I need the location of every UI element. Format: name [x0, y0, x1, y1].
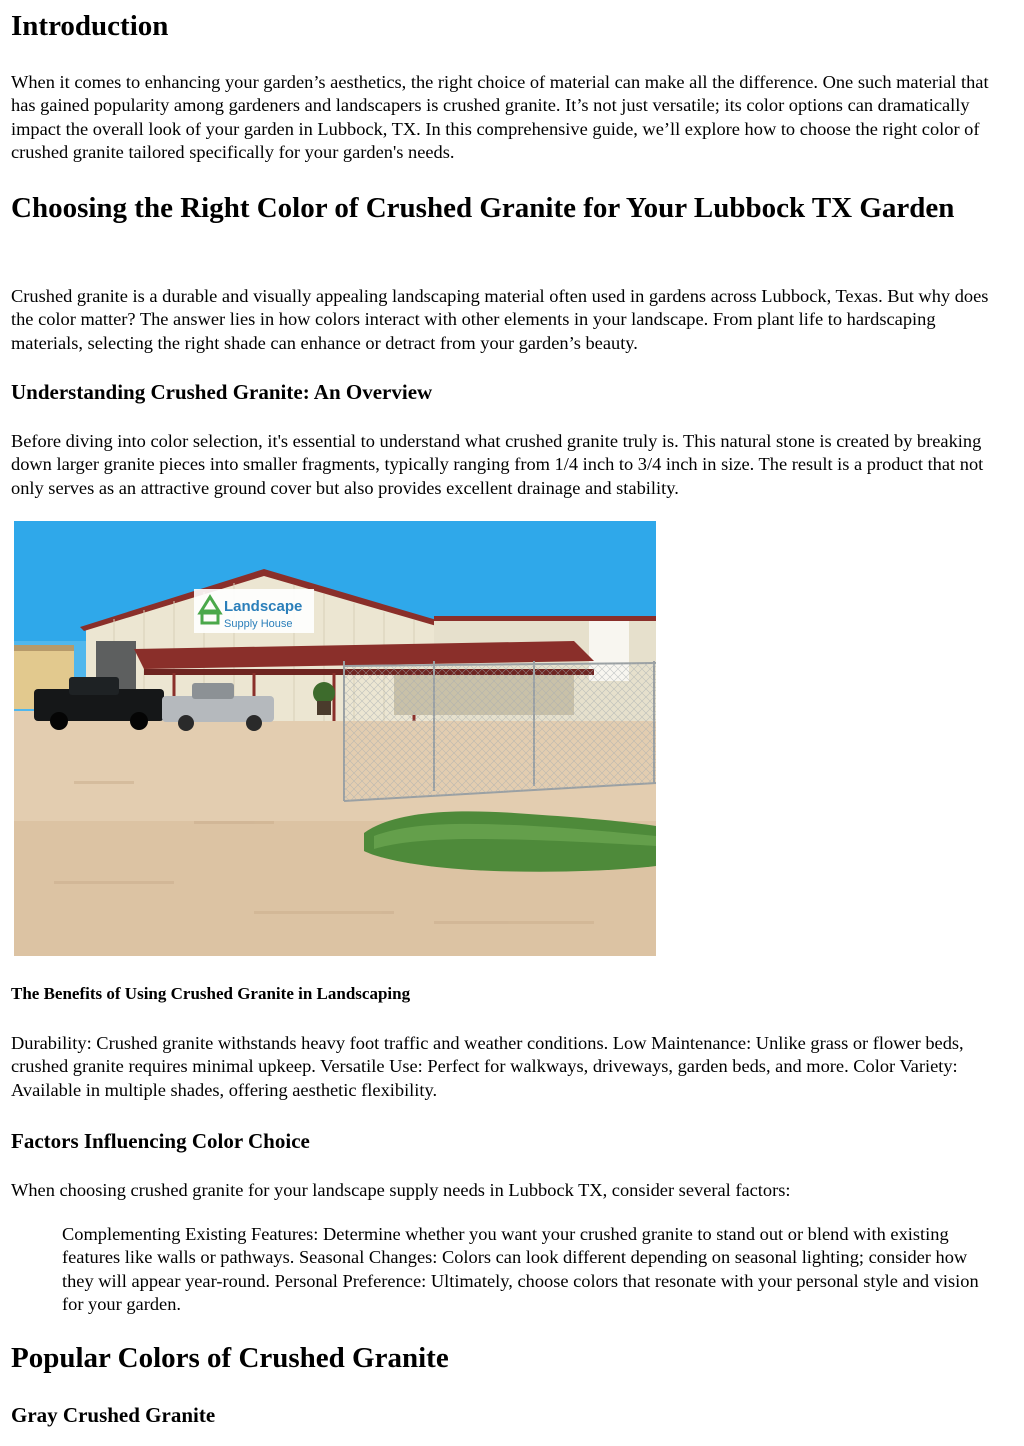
intro-heading: Introduction — [11, 10, 169, 42]
benefits-paragraph: Durability: Crushed granite withstands heavy foot traffic and weather conditions. Low Maintenance: Unlike grass or flower beds, crushed granite requires minimal upkeep. Versatile Use: Perfect for walkways, driveways, garden beds, and more. Color Variety: Available in multiple shades, offering aesthetic flexibility. — [11, 1033, 964, 1100]
understanding-heading: Understanding Crushed Granite: An Overview — [11, 380, 433, 404]
factors-heading: Factors Influencing Color Choice — [11, 1129, 310, 1153]
gray-granite-heading: Gray Crushed Granite — [11, 1403, 216, 1427]
sign-line-2: Supply House — [224, 618, 293, 630]
landscape-supply-sign — [194, 589, 314, 633]
factors-blockquote: Complementing Existing Features: Determine whether you want your crushed granite to stand out or blend with existing features like walls or pathways. Seasonal Changes: Colors can look different depending on seasonal lighting; consider how they will appear year-round. Personal Preference: Ultimately, choose colors that resonate with your personal style and vision for your garden. — [62, 1224, 979, 1315]
intro-paragraph: When it comes to enhancing your garden’s aesthetics, the right choice of material can make all the difference. One such material that has gained popularity among gardeners and landscapers is crushed granite. It’s not just versatile; its color options can dramatically impact the overall look of your garden in Lubbock, TX. In this comprehensive guide, we’ll explore how to choose the right color of crushed granite tailored specifically for your garden's needs. — [11, 72, 989, 163]
understanding-paragraph: Before diving into color selection, it's essential to understand what crushed granite truly is. This natural stone is created by breaking down larger granite pieces into smaller fragments, typically ranging from 1/4 inch to 3/4 inch in size. The result is a product that not only serves as an attractive ground cover but also provides excellent drainage and stability. — [11, 431, 984, 498]
benefits-heading: The Benefits of Using Crushed Granite in Landscaping — [11, 984, 411, 1003]
choosing-heading: Choosing the Right Color of Crushed Granite for Your Lubbock TX Garden — [11, 192, 955, 224]
choosing-paragraph: Crushed granite is a durable and visually appealing landscaping material often used in gardens across Lubbock, Texas. But why does the color matter? The answer lies in how colors interact with other elements in your landscape. From plant life to hardscaping materials, selecting the right shade can enhance or detract from your garden’s beauty. — [11, 286, 989, 353]
factors-paragraph: When choosing crushed granite for your landscape supply needs in Lubbock TX, consider several factors: — [11, 1180, 791, 1200]
sign-line-1: Landscape — [224, 598, 303, 615]
landscape-supply-photo — [14, 521, 656, 956]
popular-colors-heading: Popular Colors of Crushed Granite — [11, 1342, 449, 1374]
